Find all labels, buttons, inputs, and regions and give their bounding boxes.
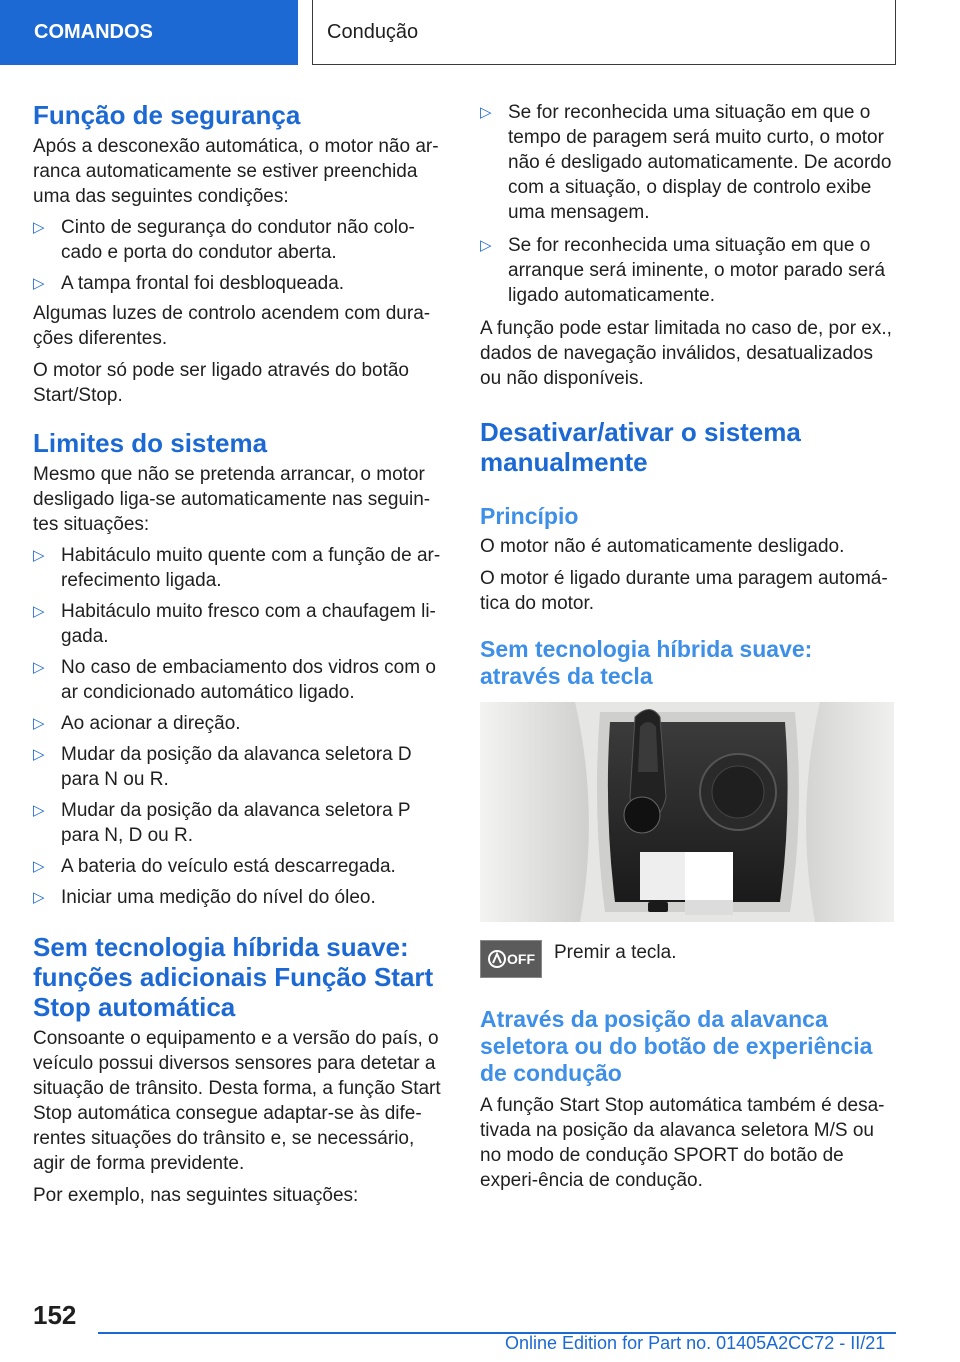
- paragraph-control-lights: Algumas luzes de controlo acendem com dura-ções diferentes.: [33, 303, 431, 349]
- off-icon-label: OFF: [507, 951, 535, 967]
- paragraph-sensors: Consoante o equipamento e a versão do país, o veículo possui diversos sensores para detetar a situação de trânsito. Desta forma, a função Start Stop automática consegue adaptar-se às dife-rentes situações do trânsito e, se necessário, agir de forma previdente.: [33, 1028, 441, 1174]
- triangle-bullet-icon: ▷: [33, 659, 45, 676]
- triangle-bullet-icon: ▷: [33, 603, 45, 620]
- heading-no-mild-hybrid-functions: Sem tecnologia híbrida suave: funções adicionais Função Start Stop automática: [33, 932, 434, 1022]
- heading-deactivate-system: Desativar/ativar o sistema manualmente: [480, 417, 801, 477]
- right-column: [480, 100, 896, 1193]
- triangle-bullet-icon: ▷: [33, 746, 45, 763]
- list-item: ▷ A bateria do veículo está descarregada.: [33, 856, 396, 877]
- paragraph-safety: Após a desconexão automática, o motor não ar-ranca automaticamente se estiver preenchida uma das seguintes condições:: [33, 136, 439, 207]
- list-item: ▷ Ao acionar a direção.: [33, 713, 241, 734]
- heading-via-button: Sem tecnologia híbrida suave: através da tecla: [480, 636, 813, 689]
- limit-situations-list: [33, 543, 449, 910]
- triangle-bullet-icon: ▷: [33, 219, 45, 236]
- center-console-illustration: [480, 702, 894, 922]
- header-chapter-label: Condução: [327, 20, 419, 43]
- list-item: ▷ Habitáculo muito quente com a função de ar-refecimento ligada.: [33, 545, 441, 591]
- heading-safety-function: Função de segurança: [33, 100, 301, 130]
- center-console-photo: [480, 702, 894, 922]
- list-item: ▷ Iniciar uma medição do nível do óleo.: [33, 887, 376, 908]
- paragraph-principle-2: O motor é ligado durante uma paragem automá-tica do motor.: [480, 568, 888, 614]
- paragraph-selector-lever: A função Start Stop automática também é desa-tivada na posição da alavanca seletora M/S ou no modo de condução SPORT do botão de experi-ência de condução.: [480, 1095, 885, 1191]
- safety-conditions-list: [33, 215, 449, 296]
- auto-start-stop-off-icon: [480, 940, 542, 978]
- triangle-bullet-icon: ▷: [33, 275, 45, 292]
- left-column: [33, 100, 449, 1208]
- start-stop-symbol-icon: [487, 949, 507, 969]
- heading-system-limits: Limites do sistema: [33, 428, 268, 458]
- list-item: ▷ A tampa frontal foi desbloqueada.: [33, 273, 345, 294]
- heading-via-selector-lever: Através da posição da alavanca seletora ou do botão de experiência de condução: [480, 1006, 873, 1086]
- list-item: ▷ Se for reconhecida uma situação em que o tempo de paragem será muito curto, o motor não é desligado automaticamente. De acordo com a situação, o display de controlo exibe uma mensagem.: [480, 102, 892, 223]
- paragraph-start-button: O motor só pode ser ligado através do botão Start/Stop.: [33, 360, 410, 406]
- header-section-label: COMANDOS: [34, 21, 153, 43]
- triangle-bullet-icon: ▷: [33, 802, 45, 819]
- header-chapter-tab: [312, 0, 896, 65]
- list-item: ▷ Cinto de segurança do condutor não colo-cado e porta do condutor aberta.: [33, 217, 415, 263]
- triangle-bullet-icon: ▷: [33, 547, 45, 564]
- paragraph-principle-1: O motor não é automaticamente desligado.: [480, 536, 845, 557]
- list-item: ▷ Se for reconhecida uma situação em que o arranque será iminente, o motor parado será ligado automaticamente.: [480, 235, 886, 306]
- footer-edition: Online Edition for Part no. 01405A2CC72 - II/21: [505, 1333, 886, 1353]
- triangle-bullet-icon: ▷: [480, 237, 492, 254]
- page-number: 152: [33, 1300, 77, 1330]
- list-item: ▷ Mudar da posição da alavanca seletora D para N ou R.: [33, 744, 412, 790]
- off-button-instruction: [480, 940, 896, 978]
- list-item: ▷ Habitáculo muito fresco com a chaufagem li-gada.: [33, 601, 436, 647]
- heading-principle: Princípio: [480, 503, 579, 529]
- paragraph-limits: Mesmo que não se pretenda arrancar, o motor desligado liga-se automaticamente nas seguin-tes situações:: [33, 464, 431, 535]
- traffic-situations-list: [480, 100, 896, 308]
- paragraph-press-button: Premir a tecla.: [554, 942, 677, 963]
- triangle-bullet-icon: ▷: [33, 889, 45, 906]
- paragraph-examples: Por exemplo, nas seguintes situações:: [33, 1185, 359, 1206]
- header-section-tab: [0, 0, 298, 65]
- list-item: ▷ No caso de embaciamento dos vidros com o ar condicionado automático ligado.: [33, 657, 436, 703]
- triangle-bullet-icon: ▷: [33, 858, 45, 875]
- paragraph-function-limited: A função pode estar limitada no caso de, por ex., dados de navegação inválidos, desatualizados ou não disponíveis.: [480, 318, 892, 389]
- list-item: ▷ Mudar da posição da alavanca seletora P para N, D ou R.: [33, 800, 411, 846]
- triangle-bullet-icon: ▷: [480, 104, 492, 121]
- triangle-bullet-icon: ▷: [33, 715, 45, 732]
